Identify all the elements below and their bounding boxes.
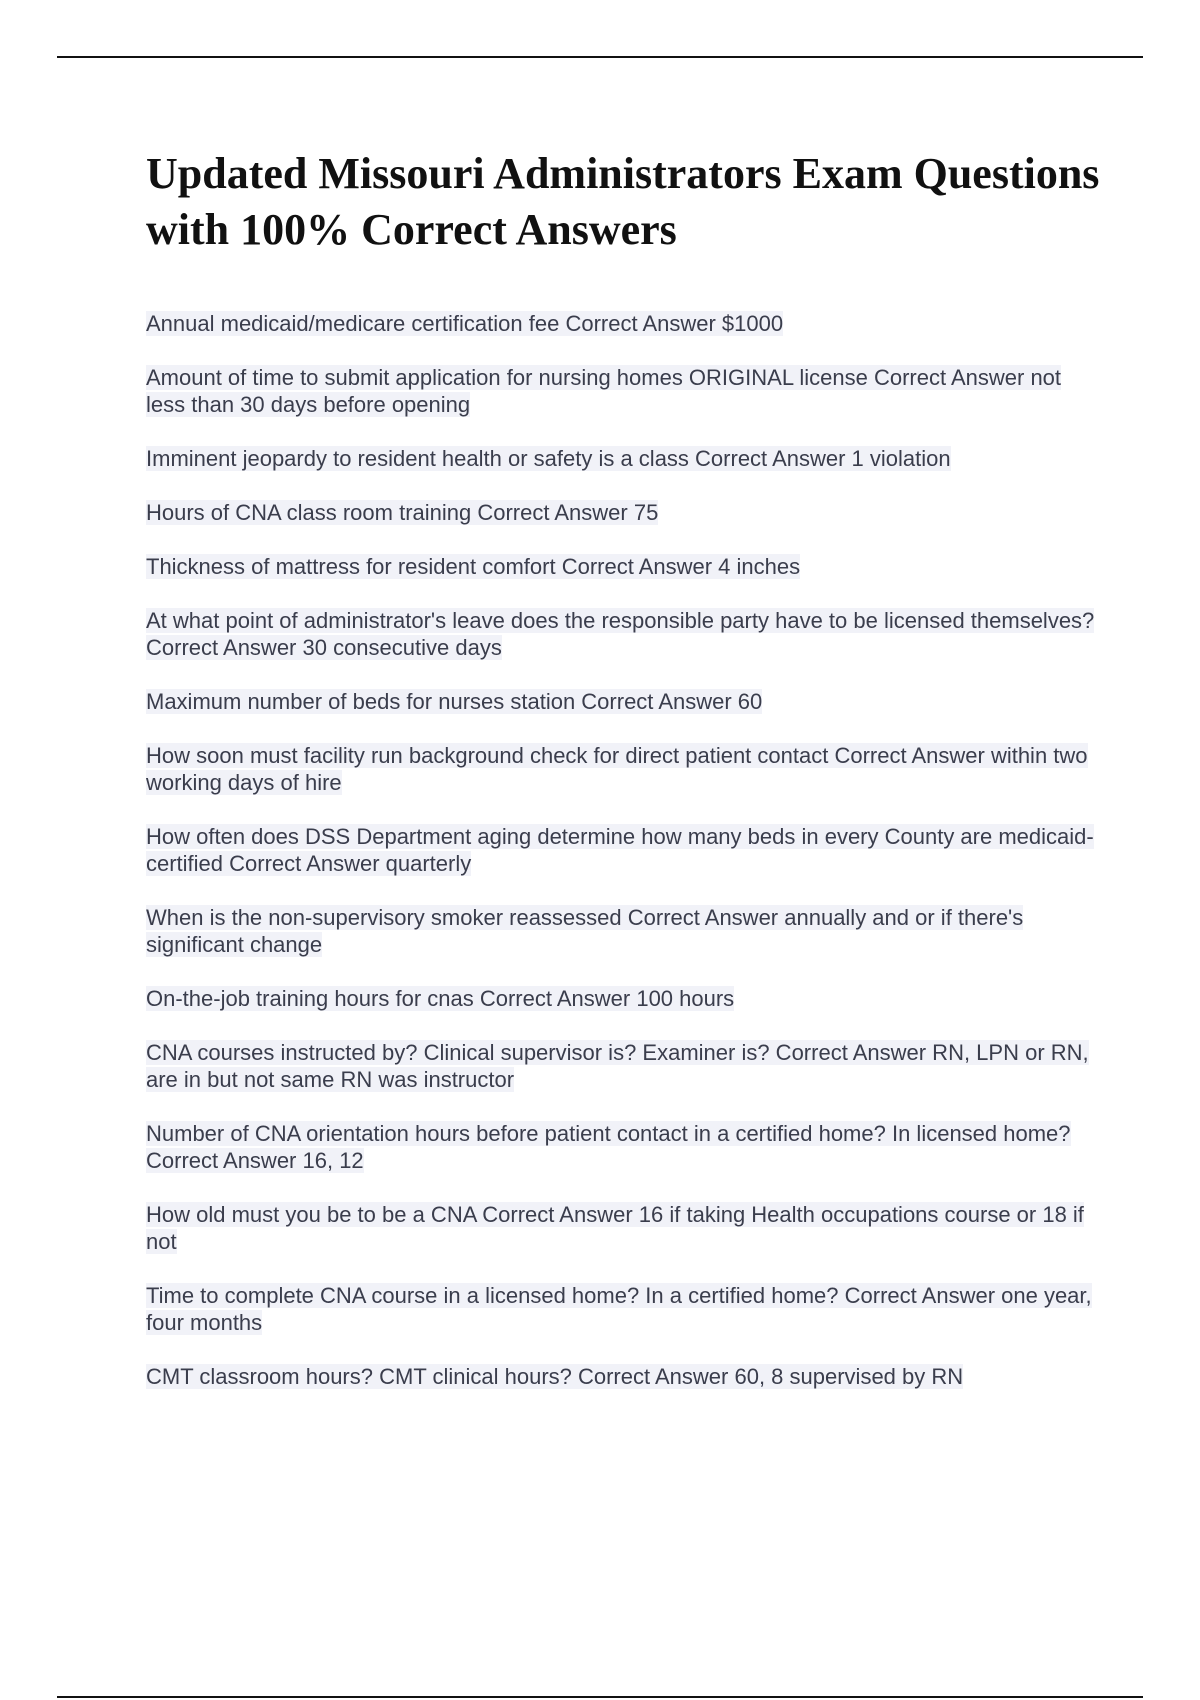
qa-item <box>146 1039 1096 1093</box>
qa-item <box>146 445 1096 472</box>
qa-item <box>146 310 1096 337</box>
qa-text: Annual medicaid/medicare certification fee Correct Answer $1000 <box>146 311 784 336</box>
qa-item <box>146 553 1096 580</box>
qa-text: Hours of CNA class room training Correct Answer 75 <box>146 500 659 525</box>
qa-text: How often does DSS Department aging determine how many beds in every County are medicaid-certified Correct Answer quarterly <box>146 824 1094 876</box>
qa-text: CMT classroom hours? CMT clinical hours? Correct Answer 60, 8 supervised by RN <box>146 1364 964 1389</box>
top-divider <box>57 56 1143 58</box>
qa-text: Number of CNA orientation hours before patient contact in a certified home? In licensed home? Correct Answer 16, 12 <box>146 1121 1071 1173</box>
qa-item <box>146 1120 1096 1174</box>
qa-item <box>146 1201 1096 1255</box>
qa-item <box>146 742 1096 796</box>
qa-text: Amount of time to submit application for nursing homes ORIGINAL license Correct Answer not less than 30 days before opening <box>146 365 1062 417</box>
qa-item <box>146 364 1096 418</box>
qa-item <box>146 1282 1096 1336</box>
qa-text: Imminent jeopardy to resident health or safety is a class Correct Answer 1 violation <box>146 446 951 471</box>
qa-text: CNA courses instructed by? Clinical supervisor is? Examiner is? Correct Answer RN, LPN or RN, are in but not same RN was instructor <box>146 1040 1089 1092</box>
qa-text: When is the non-supervisory smoker reassessed Correct Answer annually and or if there's significant change <box>146 905 1024 957</box>
qa-item <box>146 985 1096 1012</box>
qa-text: How soon must facility run background check for direct patient contact Correct Answer within two working days of hire <box>146 743 1088 795</box>
qa-item <box>146 1363 1096 1390</box>
qa-list <box>146 310 1096 1417</box>
qa-item <box>146 607 1096 661</box>
qa-text: Time to complete CNA course in a licensed home? In a certified home? Correct Answer one year, four months <box>146 1283 1092 1335</box>
qa-item <box>146 823 1096 877</box>
qa-text: Thickness of mattress for resident comfort Correct Answer 4 inches <box>146 554 801 579</box>
qa-item <box>146 688 1096 715</box>
qa-item <box>146 904 1096 958</box>
qa-text: Maximum number of beds for nurses station Correct Answer 60 <box>146 689 763 714</box>
qa-text: At what point of administrator's leave does the responsible party have to be licensed themselves? Correct Answer 30 consecutive days <box>146 608 1095 660</box>
qa-item <box>146 499 1096 526</box>
bottom-divider <box>57 1696 1143 1698</box>
qa-text: On-the-job training hours for cnas Correct Answer 100 hours <box>146 986 735 1011</box>
qa-text: How old must you be to be a CNA Correct Answer 16 if taking Health occupations course or 18 if not <box>146 1202 1084 1254</box>
document-title: Updated Missouri Administrators Exam Questions with 100% Correct Answers <box>146 149 1100 254</box>
